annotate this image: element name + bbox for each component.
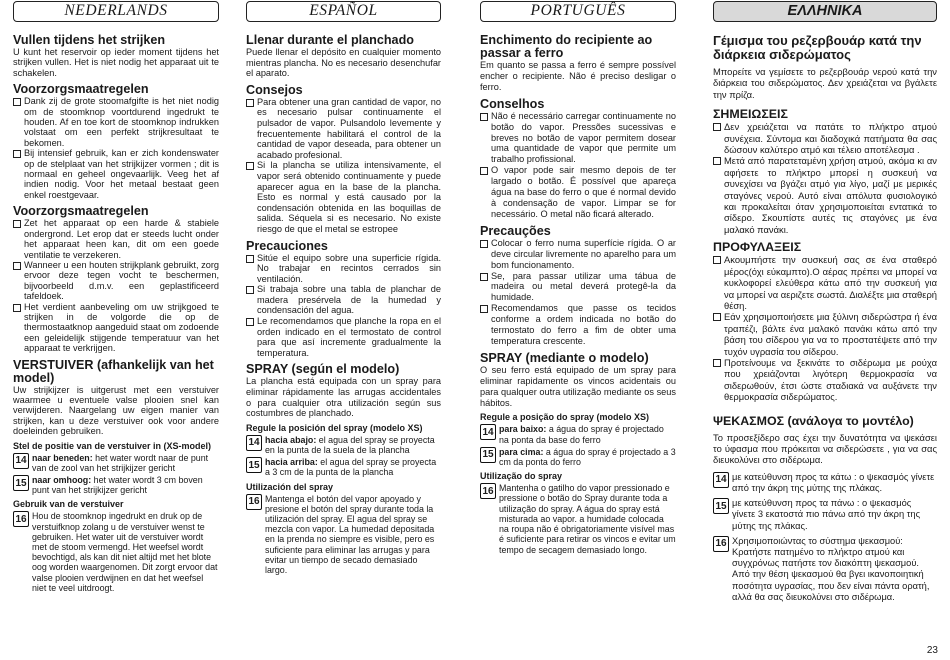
section-title: VERSTUIVER (afhankelijk van het model) — [13, 357, 214, 385]
section-title: SPRAY (mediante o modelo) — [480, 350, 649, 365]
subheading: Regule a posição do spray (modelo XS) — [480, 412, 650, 423]
list-item: Προτείνουμε να ξεκινάτε το σιδέρωμα με ρούχα που χρειάζονται λιγότερη θερμοκρασία να σιδερωθούν, έτσι ώστε σταδιακά να αυξάνετε την θερμοκρασία σιδερώματος. — [713, 357, 937, 403]
subheading: Gebruik van de verstuiver — [13, 499, 124, 510]
section-title: Llenar durante el planchado — [246, 33, 414, 47]
step-number-badge: 16 — [713, 536, 729, 552]
subheading: Utilização do spray — [480, 471, 563, 482]
bullet-list — [480, 238, 676, 347]
numbered-step — [246, 494, 441, 576]
step-number-badge: 16 — [246, 494, 262, 510]
subheading: Stel de positie van de verstuiver in (XS-model) — [13, 440, 212, 451]
bullet-list — [246, 97, 441, 235]
section-title: ΨΕΚΑΣΜΟΣ (ανάλογα το μοντέλο) — [713, 413, 914, 428]
page-number: 23 — [926, 645, 938, 656]
bullet-list — [713, 254, 937, 402]
step-text: naar beneden: het water wordt naar de punt van de zool van het strijkijzer gericht — [32, 452, 209, 473]
step-text: hacia abajo: el agua del spray se proyecta en la punta de la suela de la plancha — [265, 434, 435, 456]
section-title: ΣΗΜΕΙΩΣΕΙΣ — [713, 107, 788, 122]
section-title: Vullen tijdens het strijken — [13, 33, 166, 47]
list-item: Para obtener una gran cantidad de vapor, no es necesario pulsar continuamente el pulsador de vapor. Pulsandolo levemente y frecuentemente habilitará el control de la cantidad de vapor deseada, para obtener un acabado profesional. — [246, 97, 441, 161]
list-item: O vapor pode sair mesmo depois de ter largado o botão. É possível que apareça água na base do ferro o que é normal devido à condensação de vapor. Limpar se for necessário. O metal não ficará alterado. — [480, 165, 676, 220]
section-title: Voorzorgsmaatregelen — [13, 82, 149, 97]
list-item: Não é necessário carregar continuamente no botão do vapor. Pressões sucessivas e breves no botão de vapor permitem dosear uma quantidade de vapor que permite um trabalho profissional. — [480, 111, 676, 166]
subheading: Utilización del spray — [246, 481, 334, 492]
step-text: Χρησιμοποιώντας το σύστημα ψεκασμού: Κρατήστε πατημένο το πλήκτρο ατμού και συγχρόνως πατήστε τον διακόπτη ψεκασμού. Από την θέση ψεκασμού θα βγει ικανοποιητική ποσότητα υγρασίας, που δεν είναι πάντα ορατή, αλλά θα σας διευκολύνει στο σιδέρωμα. — [732, 535, 930, 602]
paragraph: Puede llenar el depósito en cualquier momento mientras plancha. No es necesario desenchufar el aparato. — [246, 47, 441, 79]
section-title: Consejos — [246, 82, 303, 97]
list-item: Sitúe el equipo sobre una superficie rígida. No trabajar en recintos cerrados sin ventilación. — [246, 253, 441, 285]
section-title: Voorzorgsmaatregelen — [13, 204, 149, 219]
bullet-list — [480, 111, 676, 220]
numbered-step — [713, 498, 937, 532]
numbered-step — [246, 457, 441, 477]
list-item: Colocar o ferro numa superfície rígida. O ar deve circular livremente no aparelho para um bom funcionamento. — [480, 238, 676, 271]
list-item: Εάν χρησιμοποιήσετε μια ξύλινη σιδερώστρα ή ένα τραπέζι, βάλτε ένα μαλακό πανάκι κάτω από την βάση του σίδερου για να το προστατέψετε από την τυχόν υγρασία του σίδερου. — [713, 311, 937, 357]
list-item: Ακουμπήστε την συσκευή σας σε ένα σταθερό μέρος(όχι εύκαμπτο).Ο αέρας πρέπει να μπορεί να κυκλοφορεί ελεύθερα κάτω από την συσκευή για να μπορεί να αεριζετε σωστά. Διαλέξτε μια σταθερή θέση. — [713, 254, 937, 311]
paragraph: Uw strijkijzer is uitgerust met een verstuiver waarmee u eventuele valse plooien snel kan verwijderen. Naargelang uw eigen manier van strijken, kan u deze verstuiver ook voor andere doeleinden gebruiken. — [13, 384, 219, 437]
column-espanol — [246, 0, 441, 650]
step-text: hacia arriba: el agua del spray se proyecta a 3 cm de la punta de la plancha — [265, 457, 437, 478]
list-item: Δεν χρειάζεται να πατάτε το πλήκτρο ατμού συνέχεια. Σύντομα και διαδοχικά πατήματα θα σας δώσουν καλύτερο ατμό και τέλειο αποτέλεσμα . — [713, 121, 937, 155]
list-item: Het verdient aanbeveling om uw strijkgoed te strijken in de volgorde die op de thermostaatknop aangeduid staat om zodoende een geleidelijk stijgende temperatuur van het apparaat te verkrijgen. — [13, 302, 219, 354]
subheading: Regule la posición del spray (modelo XS) — [246, 422, 423, 433]
numbered-step — [480, 424, 676, 444]
list-item: Si la plancha se utiliza intensivamente, el vapor será obtenido continuamente y puede aparecer agua en la base de la plancha. Esto es normal y está causado por la condensación obtenida en las boquillas de salida. Séquela si es necesario. No existe riesgo de que el metal se estropee — [246, 160, 441, 234]
list-item: Le recomendamos que planche la ropa en el orden indicado en el termostato de control para que así incremente gradualmente la temperatura. — [246, 316, 441, 358]
section-title: Γέμισμα του ρεζερβουάρ κατά την διάρκεια σιδερώματος — [713, 33, 922, 62]
numbered-step — [713, 536, 937, 603]
step-number-badge: 14 — [713, 472, 729, 488]
step-text: με κατεύθυνση προς τα πάνω : ο ψεκασμός γίνετε 3 εκατοστά πιο πάνω από την άκρη της μύτης της πλάκας. — [732, 498, 921, 531]
step-text: naar omhoog: het water wordt 3 cm boven punt van het strijkijzer gericht — [32, 475, 203, 496]
paragraph: La plancha está equipada con un spray para eliminar rápidamente las arrugas accidentales o para cualquier otra utilización según sus costumbres de planchado. — [246, 376, 441, 419]
step-number-badge: 14 — [13, 453, 29, 469]
step-number-badge: 16 — [13, 511, 29, 527]
paragraph: Μπορείτε να γεμίσετε το ρεζερβουάρ νερού κατά την διάρκεια του σιδερώματος. Δεν χρειάζεται να βγάλετε την πρίζα. — [713, 66, 937, 100]
list-item: Zet het apparaat op een harde & stabiele ondergrond. Let erop dat er steeds lucht onder het apparaat heen kan, dit om een goede ventilatie te verzekeren. — [13, 218, 219, 260]
step-text: Mantenga el botón del vapor apoyado y presione el botón del spray durante toda la utilización del spray. El agua del spray se mezcla con vapor. La humedad depositada en la prenda no siempre es visible, pero es suficiente para eliminar las arrugas y para evitar un tiempo de secado demasiado largo. — [265, 493, 435, 576]
step-number-badge: 15 — [13, 475, 29, 491]
step-text: para cima: a água do spray é projectado a 3 cm da ponta do ferro — [499, 446, 676, 468]
language-tab-es: ESPAÑOL — [246, 1, 441, 22]
paragraph: U kunt het reservoir op ieder moment tijdens het strijken vullen. Het is niet nodig het apparaat uit te schakelen. — [13, 47, 219, 78]
column-ellinika — [713, 0, 937, 650]
language-tab-nl: NEDERLANDS — [13, 1, 219, 22]
step-number-badge: 15 — [713, 498, 729, 514]
numbered-step — [246, 435, 441, 455]
list-item: Si trabaja sobre una tabla de planchar de madera presérvela de la humedad y condensación del agua. — [246, 284, 441, 316]
bullet-list — [713, 121, 937, 235]
numbered-step — [480, 483, 676, 554]
step-number-badge: 15 — [480, 447, 496, 463]
numbered-step — [713, 472, 937, 494]
numbered-step — [13, 475, 219, 495]
list-item: Dank zij de grote stoomafgifte is het niet nodig om de stoomknop voortdurend ingedrukt te houden. Af en toe kort de stoomknop indrukken volstaat om een perfekt strijkresultaat te bekomen. — [13, 96, 219, 148]
language-tab-gr: ΕΛΛΗΝΙΚΑ — [713, 1, 937, 22]
section-title: SPRAY (según el modelo) — [246, 362, 400, 377]
column-nederlands — [13, 0, 219, 650]
list-item: Bij intensief gebruik, kan er zich kondenswater op de stelplaat van het strijkijzer vormen ; dit is normaal en geheel ongevaarlijk. Veeg het af indien nodig. Voor het metaal bestaat geen enkel roestgevaar. — [13, 148, 219, 200]
paragraph: O seu ferro está equipado de um spray para eliminar rapidamente os vincos acidentais ou para qualquer outra utilização mediante os seus hábitos. — [480, 364, 676, 408]
step-number-badge: 14 — [480, 424, 496, 440]
bullet-list — [13, 218, 219, 353]
section-title: Enchimento do recipiente ao passar a ferro — [480, 33, 653, 60]
list-item: Μετά από παρατεταμένη χρήση ατμού, ακόμα κι αν αφήσετε το πλήκτρο μπορεί η συσκευή να συνεχίσει να βγάζει ατμό για λίγο, μαζί με μερικές σταγόνες νερού. Αυτό είναι απόλυτα φυσιολογικό και προκαλείται όταν χρησιμοποιείται εντατικά το σίδερο. Σκουπίστε αυτές τις σταγόνες με ένα μαλακό πανάκι. — [713, 155, 937, 235]
list-item: Se, para passar utilizar uma tábua de madeira ou metal deverá protegê-la da humidade. — [480, 271, 676, 304]
step-number-badge: 16 — [480, 483, 496, 499]
step-number-badge: 15 — [246, 457, 262, 473]
step-number-badge: 14 — [246, 435, 262, 451]
step-text: με κατεύθυνση προς τα κάτω : ο ψεκασμός γίνετε από την άκρη της μύτης της πλάκας. — [732, 471, 935, 493]
section-title: Precauciones — [246, 238, 328, 253]
section-title: Conselhos — [480, 96, 545, 111]
section-title: ΠΡΟΦΥΛΑΞΕΙΣ — [713, 240, 802, 255]
step-text: Mantenha o gatilho do vapor pressionado e pressione o botão do Spray durante toda a utilização do spray. A água do spray está misturada ao vapor. a humidade colocada na roupa não é obrigatoriamente visível mas é suficiente para retirar os vincos e evitar um tempo de secagem demasiado longo. — [499, 483, 676, 555]
bullet-list — [13, 96, 219, 200]
bullet-list — [246, 253, 441, 359]
paragraph: Το προσεξίδερο σας έχει την δυνατότητα να ψεκάσει το ύφασμα που πρόκειται να σιδερώσετε , για να σας διευκολύνει στο σιδέρωμα. — [713, 431, 937, 466]
language-tab-pt: PORTUGUÊS — [480, 1, 676, 22]
numbered-step — [480, 447, 676, 467]
numbered-step — [13, 453, 219, 473]
step-text: para baixo: a água do spray é projectado na ponta da base do ferro — [499, 424, 664, 445]
list-item: Recomendamos que passe os tecidos conforme a ordem indicada no botão do termostato do ferro a fim de obter uma temperatura crescente. — [480, 303, 676, 347]
section-title: Precauções — [480, 223, 551, 238]
list-item: Wanneer u een houten strijkplank gebruikt, zorg ervoor deze tegen vocht te beschermen, bijvoorbeeld d.m.v. een geplastificeerd tafeldoek. — [13, 260, 219, 302]
step-text: Hou de stoomknop ingedrukt en druk op de verstuifknop zolang u de verstuiver wenst te gebruiken. Het water uit de verstuiver wordt met de stoom vermengd. Het weefsel wordt bevochtigd, als kan dit niet altijd met het blote oog worden waargenomen. Dit zorgt ervoor dat valse plooien verdwijnen en dat het weefsel niet te veel uitdroogt. — [32, 511, 218, 593]
numbered-step — [13, 511, 219, 593]
column-portugues — [480, 0, 676, 650]
paragraph: Em quanto se passa a ferro é sempre possível encher o recipiente. Não é preciso desligar o ferro. — [480, 60, 676, 92]
